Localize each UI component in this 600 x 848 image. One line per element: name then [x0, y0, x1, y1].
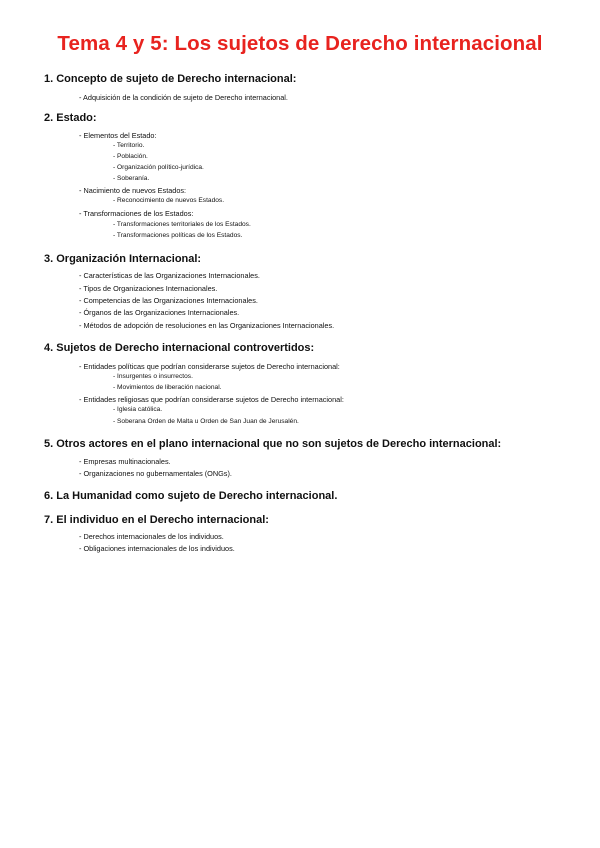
page-title: Tema 4 y 5: Los sujetos de Derecho internacional	[57, 32, 543, 55]
list-item: - Nacimiento de nuevos Estados:	[79, 186, 187, 195]
list-item: - Adquisición de la condición de sujeto de Derecho internacional.	[79, 93, 288, 102]
list-item: - Empresas multinacionales.	[79, 457, 171, 466]
section-heading-concepto: 1. Concepto de sujeto de Derecho internacional:	[44, 73, 297, 85]
sub-list-item: - Movimientos de liberación nacional.	[113, 384, 222, 391]
list-item: - Organizaciones no gubernamentales (ONGs).	[79, 469, 232, 478]
section-heading-estado: 2. Estado:	[44, 112, 97, 124]
sub-list-item: - Iglesia católica.	[113, 406, 163, 413]
list-item: - Obligaciones internacionales de los individuos.	[79, 544, 235, 553]
list-item: - Competencias de las Organizaciones Internacionales.	[79, 296, 258, 305]
sub-list-item: - Territorio.	[113, 142, 145, 149]
section-heading-individuo: 7. El individuo en el Derecho internacional:	[44, 514, 269, 526]
sub-list-item: - Organización político-jurídica.	[113, 164, 204, 171]
list-item: - Entidades políticas que podrían considerarse sujetos de Derecho internacional:	[79, 362, 340, 371]
list-item: - Tipos de Organizaciones Internacionales.	[79, 284, 218, 293]
list-item: - Métodos de adopción de resoluciones en las Organizaciones Internacionales.	[79, 321, 335, 330]
list-item: - Elementos del Estado:	[79, 131, 157, 140]
section-heading-controvertidos: 4. Sujetos de Derecho internacional controvertidos:	[44, 342, 315, 354]
sub-list-item: - Insurgentes o insurrectos.	[113, 373, 193, 380]
sub-list-item: - Reconocimiento de nuevos Estados.	[113, 197, 225, 204]
section-heading-organizacion: 3. Organización Internacional:	[44, 253, 202, 265]
sub-list-item: - Población.	[113, 153, 148, 160]
list-item: - Derechos internacionales de los individuos.	[79, 532, 224, 541]
section-heading-otros-actores: 5. Otros actores en el plano internacional que no son sujetos de Derecho internacional:	[44, 438, 502, 450]
sub-list-item: - Transformaciones territoriales de los Estados.	[113, 221, 251, 228]
sub-list-item: - Transformaciones políticas de los Estados.	[113, 232, 243, 239]
sub-list-item: - Soberanía.	[113, 175, 150, 182]
section-heading-humanidad: 6. La Humanidad como sujeto de Derecho internacional.	[44, 490, 338, 502]
list-item: - Órganos de las Organizaciones Internacionales.	[79, 308, 240, 317]
list-item: - Características de las Organizaciones Internacionales.	[79, 271, 260, 280]
list-item: - Entidades religiosas que podrían considerarse sujetos de Derecho internacional:	[79, 395, 344, 404]
sub-list-item: - Soberana Orden de Malta u Orden de San Juan de Jerusalén.	[113, 418, 299, 425]
list-item: - Transformaciones de los Estados:	[79, 209, 194, 218]
